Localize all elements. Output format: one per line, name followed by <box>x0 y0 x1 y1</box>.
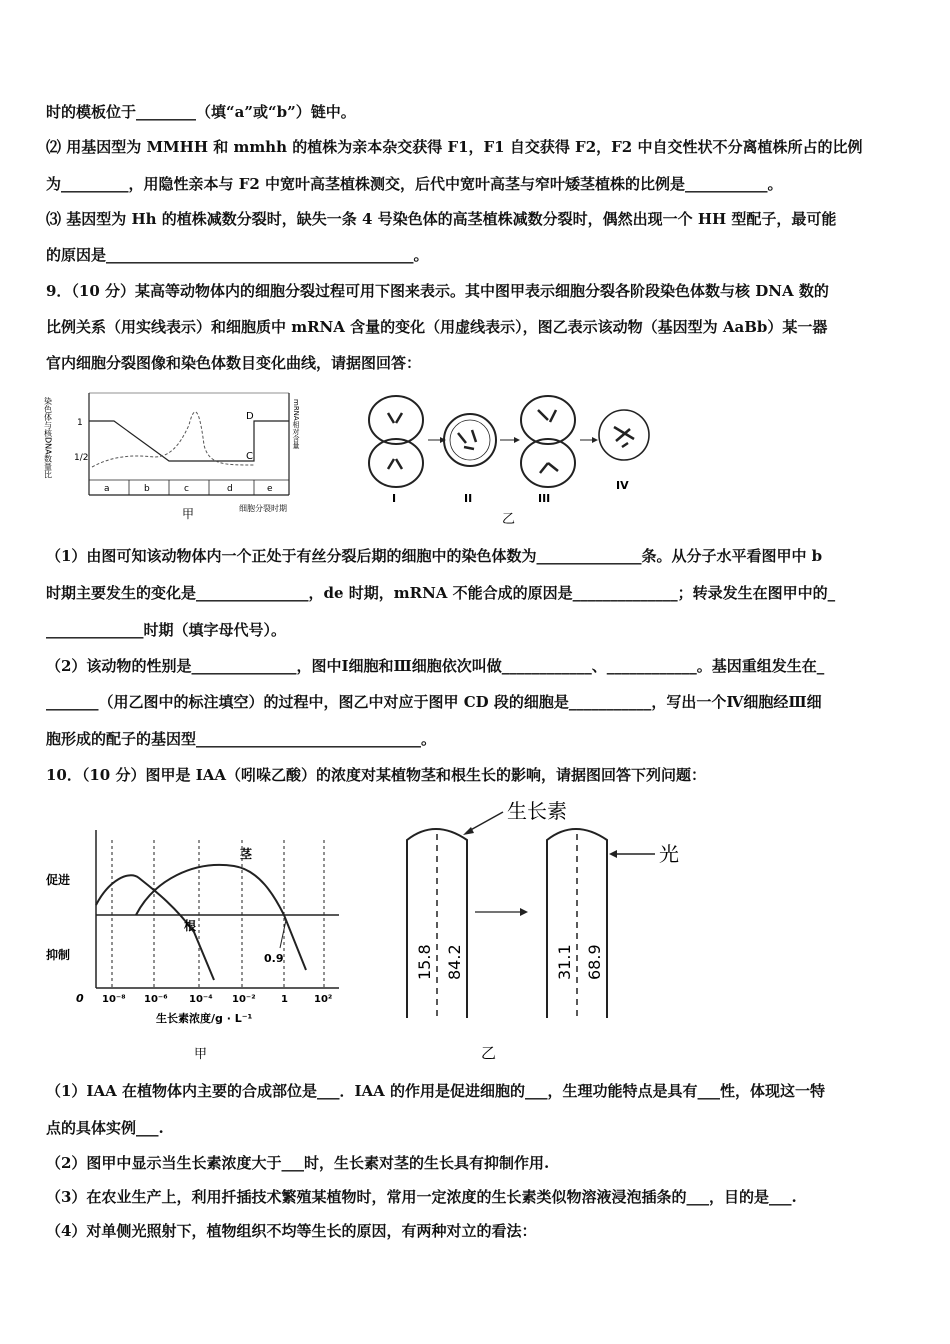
text-line-1: 时的模板位于________（填“a”或“b”）链中。 <box>46 103 356 121</box>
figure-10-yi <box>395 790 695 1065</box>
fig9-jia-phase-a: a <box>104 484 110 494</box>
q10-part4: （4）对单侧光照射下，植物组织不均等生长的原因，有两种对立的看法： <box>46 1222 537 1240</box>
fig10-yi-after-right: 68.9 <box>585 944 604 980</box>
fig9-jia-phase-d: d <box>227 484 233 494</box>
fig10-yi-before-right: 84.2 <box>445 944 464 980</box>
text-line-5: 的原因是_________________________________________。 <box>46 246 429 264</box>
q9-part1-line1: （1）由图可知该动物体内一个正处于有丝分裂后期的细胞中的染色体数为______________条。从分子水平看图甲中 b <box>46 547 823 565</box>
text-line-4: ⑶ 基因型为 Hh 的植株减数分裂时，缺失一条 4 号染色体的高茎植株减数分裂时，偶然出现一个 HH 型配子，最可能 <box>46 210 837 228</box>
q10-part1-line2: 点的具体实例___. <box>46 1119 164 1137</box>
fig9-jia-mrna-line <box>92 412 254 467</box>
text-line-8: 官内细胞分裂图像和染色体数目变化曲线，请据图回答： <box>46 354 422 372</box>
text-line-7: 比例关系（用实线表示）和细胞质中 mRNA 含量的变化（用虚线表示），图乙表示该动物（基因型为 AaBb）某一器 <box>46 318 828 336</box>
text-line-3: 为_________，用隐性亲本与 F2 中宽叶高茎植株测交，后代中宽叶高茎与窄叶矮茎植株的比例是___________。 <box>46 175 783 193</box>
fig10-yi-before-left: 15.8 <box>415 944 434 980</box>
fig9-jia-phase-b: b <box>144 484 150 494</box>
fig10-yi-after-left: 31.1 <box>555 944 574 980</box>
q9-part1-line2: 时期主要发生的变化是_______________，de 时期，mRNA 不能合成的原因是______________；转录发生在图甲中的_ <box>46 584 836 602</box>
question-9-stem: 9．（10 分）某高等动物体内的细胞分裂过程可用下图来表示。其中图甲表示细胞分裂各阶段染色体数与核 DNA 数的 <box>46 282 829 300</box>
fig9-jia-right-label: mRNA相对含量 <box>292 399 300 449</box>
fig10-jia-caption: 甲 <box>194 1047 208 1062</box>
figure-9-jia <box>44 385 314 525</box>
fig10-yi-light-label: 光 <box>659 842 679 866</box>
fig10-jia-xtick-5: 1 <box>281 994 288 1005</box>
fig9-yi-cell-label-2: II <box>464 492 473 505</box>
fig10-jia-inhibit-label: 抑制 <box>46 948 71 962</box>
fig9-jia-xlabel: 细胞分裂时期 <box>239 504 287 513</box>
fig9-yi-cell-label-4: IV <box>616 479 629 492</box>
fig9-yi-caption: 乙 <box>502 512 516 527</box>
fig10-jia-xlabel: 生长素浓度/g · L⁻¹ <box>156 1012 253 1025</box>
q9-part2-line2: _______（用乙图中的标注填空）的过程中，图乙中对应于图甲 CD 段的细胞是___________，写出一个Ⅳ细胞经Ⅲ细 <box>46 693 822 711</box>
fig10-jia-xtick-2: 10⁻⁶ <box>144 994 168 1005</box>
fig9-jia-chromosome-ratio-line <box>89 421 289 461</box>
fig9-yi-cell-label-3: III <box>538 492 551 505</box>
fig10-jia-stem-label: 茎 <box>240 847 253 861</box>
fig10-jia-xtick-1: 10⁻⁸ <box>102 994 126 1005</box>
q10-part2: （2）图甲中显示当生长素浓度大于___时，生长素对茎的生长具有抑制作用. <box>46 1154 550 1172</box>
fig9-jia-phase-e: e <box>267 484 273 494</box>
fig10-jia-xtick-4: 10⁻² <box>232 994 256 1005</box>
fig9-jia-point-d: D <box>246 411 254 422</box>
text-line-2: ⑵ 用基因型为 MMHH 和 mmhh 的植株为亲本杂交获得 F1，F1 自交获得 F2，F2 中自交性状不分离植株所占的比例 <box>46 138 863 156</box>
fig10-jia-promote-label: 促进 <box>46 873 71 887</box>
fig10-yi-auxin-label: 生长素 <box>507 799 567 823</box>
fig10-jia-xtick-3: 10⁻⁴ <box>189 994 213 1005</box>
q10-part1-line1: （1）IAA 在植物体内主要的合成部位是___．IAA 的作用是促进细胞的___，生理功能特点是具有___性，体现这一特 <box>46 1082 825 1100</box>
fig9-jia-point-c: C <box>246 451 253 462</box>
fig9-yi-cell-label-1: I <box>392 492 397 505</box>
q9-part2-line3: 胞形成的配子的基因型______________________________。 <box>46 730 437 748</box>
q10-part3: （3）在农业生产上，利用扦插技术繁殖某植物时，常用一定浓度的生长素类似物溶液浸泡插条的___，目的是___. <box>46 1188 797 1206</box>
fig9-jia-ytick-1: 1 <box>77 418 83 428</box>
fig10-jia-annotation: 0.9 <box>264 952 284 965</box>
fig10-yi-caption: 乙 <box>481 1044 497 1062</box>
fig9-jia-ylabel: 染色体与核DNA数量比 <box>44 397 53 479</box>
q9-part2-line1: （2）该动物的性别是______________，图中Ⅰ细胞和Ⅲ细胞依次叫做____________、____________。基因重组发生在_ <box>46 657 825 675</box>
fig10-jia-root-label: 根 <box>184 919 197 933</box>
fig9-jia-caption: 甲 <box>182 507 195 521</box>
figure-9-yi <box>358 385 658 530</box>
fig10-jia-xtick-0: 0 <box>76 992 84 1005</box>
q9-part1-line3: _____________时期（填字母代号）。 <box>46 621 287 639</box>
figure-10-jia <box>44 820 354 1065</box>
fig10-jia-xtick-6: 10² <box>314 994 333 1005</box>
fig9-jia-phase-c: c <box>184 484 189 494</box>
fig9-jia-ytick-half: 1/2 <box>74 453 89 463</box>
question-10-stem: 10．（10 分）图甲是 IAA（吲哚乙酸）的浓度对某植物茎和根生长的影响，请据图回答下列问题： <box>46 766 706 784</box>
